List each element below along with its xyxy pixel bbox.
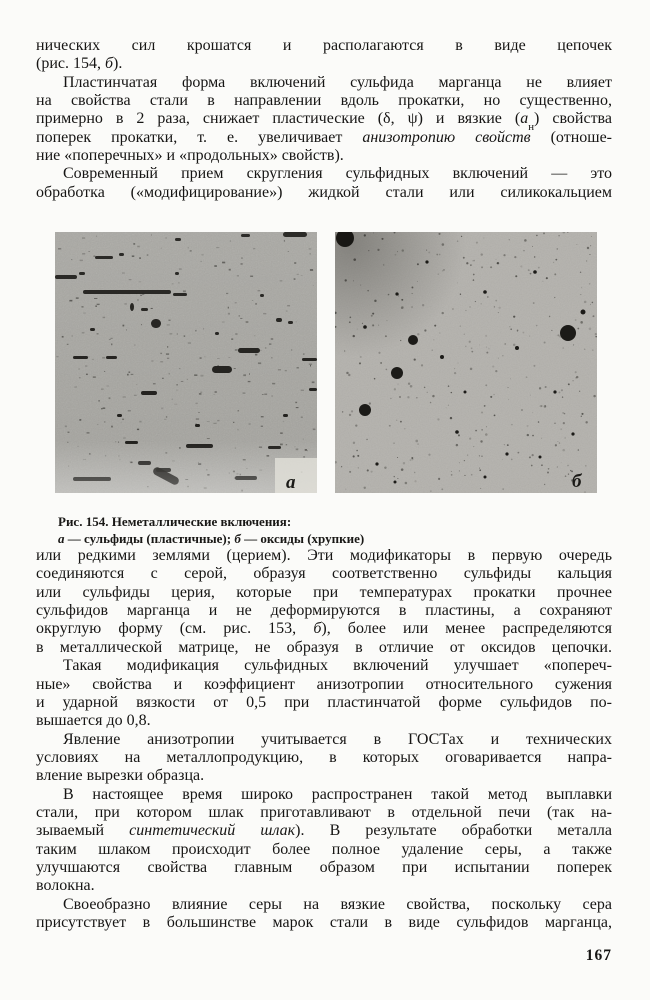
text-line: поперек прокатки, т. е. увеличивает анизотропию свойств (отноше- xyxy=(36,128,613,146)
text-line: таким шлаком происходит более полное удаление серы, а также xyxy=(36,840,612,858)
panel-label-a: а xyxy=(286,472,296,494)
paragraph xyxy=(36,37,612,74)
text-line: Такая модификация сульфидных включений улучшает «попереч- xyxy=(63,657,612,675)
text-line: присутствует в большинстве марок стали в виде сульфидов марганца, xyxy=(36,913,612,931)
text-line: стали, при котором шлак приготавливают в отдельной печи (так на- xyxy=(36,803,612,821)
figure-caption xyxy=(58,513,612,547)
text-line: Пластинчатая форма включений сульфида марганца не влияет xyxy=(63,73,612,91)
body-text-lower xyxy=(36,547,612,932)
text-line: зываемый синтетический шлак). В результате обработки металла xyxy=(36,822,612,840)
text-line: обработка («модифицирование») жидкой стали или силикокальцием xyxy=(36,183,612,201)
figure-photos xyxy=(55,232,612,493)
vignette xyxy=(55,232,317,493)
paragraph xyxy=(36,731,612,786)
text-line: улучшаются свойства главным образом при испытании поперек xyxy=(36,858,612,876)
text-line: Явление анизотропии учитывается в ГОСТах и технических xyxy=(63,730,612,748)
paragraph xyxy=(36,657,612,730)
text-line: или редкими землями (церием). Эти модификаторы в первую очередь xyxy=(36,547,612,565)
paragraph xyxy=(36,165,612,202)
text-line: примерно в 2 раза, снижает пластические (δ, ψ) и вязкие $(a_н)$ свойства xyxy=(36,110,613,133)
text-line: или сульфиды церия, которые при температурах прокатки прочнее xyxy=(36,583,612,601)
text-line: в металлической матрице, не образуя в отличие от оксидов цепочки. xyxy=(36,638,612,656)
text-line: В настоящее время широко распространен такой метод выплавки xyxy=(63,785,612,803)
micrograph-b-oxides xyxy=(335,232,597,493)
text-line: (рис. 154, б). xyxy=(36,55,123,73)
text-line: и ударной вязкости от 0,5 при пластинчатой форме сульфидов по- xyxy=(36,693,612,711)
text-line: условиях на металлопродукцию, в которых оговаривается напра- xyxy=(36,748,612,766)
figure-caption-title: Рис. 154. Неметаллические включения: xyxy=(58,514,292,530)
page-number: 167 xyxy=(585,947,612,965)
text-line: соединяются с серой, образуя соответственно сульфиды кальция xyxy=(36,565,612,583)
text-line: округлую форму (см. рис. 153, б), более или менее распределяются xyxy=(36,620,613,638)
paragraph xyxy=(36,74,612,166)
micrograph-a-sulfides xyxy=(55,232,317,493)
body-text-upper xyxy=(36,37,612,202)
paragraph xyxy=(36,547,612,657)
text-line: сульфидов марганца и не деформируются в пластины, а сохраняют xyxy=(36,602,612,620)
text-line: ные» свойства и коэффициент анизотропии относительного сужения xyxy=(36,675,612,693)
label-backing xyxy=(275,458,317,493)
figure-caption-legend: а — сульфиды (пластичные); б — оксиды (хрупкие) xyxy=(58,531,365,547)
vignette xyxy=(335,232,597,493)
text-line: на свойства стали в направлении вдоль прокатки, но существенно, xyxy=(36,92,612,110)
text-line: волокна. xyxy=(36,877,95,895)
text-line: Современный прием скругления сульфидных включений — это xyxy=(63,165,612,183)
paragraph xyxy=(36,896,612,933)
text-line: ние «поперечных» и «продольных» свойств). xyxy=(36,147,344,165)
paragraph xyxy=(36,786,612,896)
text-line: вышается до 0,8. xyxy=(36,712,151,730)
figure-154 xyxy=(36,232,612,547)
text-line: вление вырезки образца. xyxy=(36,767,205,785)
text-line: Своеобразно влияние серы на вязкие свойства, поскольку сера xyxy=(63,895,612,913)
text-line: нических сил крошатся и располагаются в виде цепочек xyxy=(36,37,612,54)
panel-label-b: б xyxy=(572,471,582,493)
